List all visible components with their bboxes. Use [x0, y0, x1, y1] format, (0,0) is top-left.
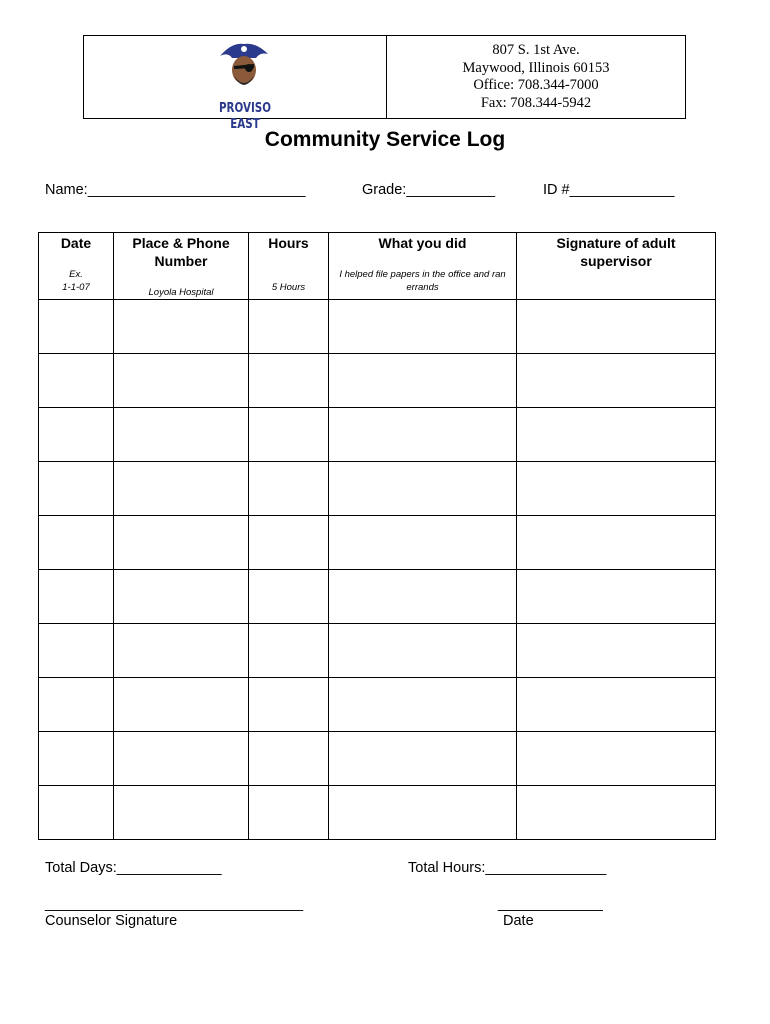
date-line[interactable]: _____________ — [498, 896, 603, 912]
col-place — [114, 233, 249, 300]
cell-date[interactable] — [39, 462, 114, 516]
col-date — [39, 233, 114, 300]
cell-signature[interactable] — [517, 462, 716, 516]
cell-place[interactable] — [114, 354, 249, 408]
total-days-field[interactable]: Total Days:_____________ — [45, 860, 222, 876]
table-row — [39, 354, 716, 408]
cell-place[interactable] — [114, 624, 249, 678]
table-row — [39, 786, 716, 840]
table-row — [39, 408, 716, 462]
table-header-row — [39, 233, 716, 300]
table-row — [39, 678, 716, 732]
table-body — [39, 300, 716, 840]
cell-what[interactable] — [329, 570, 517, 624]
cell-date[interactable] — [39, 732, 114, 786]
id-field[interactable]: ID #_____________ — [543, 182, 675, 198]
cell-place[interactable] — [114, 462, 249, 516]
header-box — [83, 35, 686, 132]
cell-what[interactable] — [329, 408, 517, 462]
cell-place[interactable] — [114, 408, 249, 462]
cell-place[interactable] — [114, 678, 249, 732]
cell-hours[interactable] — [249, 516, 329, 570]
cell-hours[interactable] — [249, 786, 329, 840]
cell-date[interactable] — [39, 570, 114, 624]
cell-signature[interactable] — [517, 354, 716, 408]
logo-text: PROVISO EAST — [218, 100, 272, 132]
cell-signature[interactable] — [517, 678, 716, 732]
address-fax: Fax: 708.344-5942 — [480, 94, 592, 111]
table-row — [39, 732, 716, 786]
cell-hours[interactable] — [249, 570, 329, 624]
table-row — [39, 624, 716, 678]
cell-hours[interactable] — [249, 624, 329, 678]
cell-signature[interactable] — [517, 408, 716, 462]
col-hours-label: Hours — [268, 235, 309, 251]
address-office-phone: Office: 708.344-7000 — [473, 77, 599, 93]
cell-what[interactable] — [329, 678, 517, 732]
cell-hours[interactable] — [249, 462, 329, 516]
example-hours: 5 Hours — [271, 282, 306, 293]
cell-hours[interactable] — [249, 408, 329, 462]
address-city: Maywood, Illinois 60153 — [462, 59, 610, 76]
cell-date[interactable] — [39, 786, 114, 840]
cell-what[interactable] — [329, 516, 517, 570]
cell-date[interactable] — [39, 678, 114, 732]
cell-hours[interactable] — [249, 354, 329, 408]
cell-place[interactable] — [114, 732, 249, 786]
cell-place[interactable] — [114, 570, 249, 624]
counselor-signature-label: Counselor Signature — [45, 913, 178, 929]
cell-hours[interactable] — [249, 732, 329, 786]
grade-field[interactable]: Grade:___________ — [362, 182, 496, 198]
logo-cell — [84, 36, 387, 132]
cell-place[interactable] — [114, 300, 249, 354]
cell-date[interactable] — [39, 408, 114, 462]
col-what — [329, 233, 517, 300]
example-what: I helped file papers in the office and ran errands — [339, 269, 506, 293]
cell-place[interactable] — [114, 516, 249, 570]
cell-date[interactable] — [39, 300, 114, 354]
cell-hours[interactable] — [249, 300, 329, 354]
cell-date[interactable] — [39, 516, 114, 570]
col-place-label: Place & Phone Number — [132, 235, 230, 269]
cell-what[interactable] — [329, 300, 517, 354]
cell-what[interactable] — [329, 624, 517, 678]
page-title: Community Service Log — [264, 128, 506, 151]
table-row — [39, 516, 716, 570]
date-label: Date — [503, 913, 534, 929]
col-what-label: What you did — [378, 235, 467, 251]
col-date-label: Date — [60, 235, 92, 251]
total-hours-field[interactable]: Total Hours:_______________ — [408, 860, 607, 876]
table-row — [39, 300, 716, 354]
cell-signature[interactable] — [517, 732, 716, 786]
col-signature-label: Signature of adult supervisor — [556, 235, 676, 269]
col-hours — [249, 233, 329, 300]
cell-place[interactable] — [114, 786, 249, 840]
example-date: Ex. 1-1-07 — [62, 269, 90, 293]
cell-signature[interactable] — [517, 786, 716, 840]
address-street: 807 S. 1st Ave. — [492, 42, 580, 58]
cell-signature[interactable] — [517, 300, 716, 354]
cell-date[interactable] — [39, 354, 114, 408]
counselor-signature-line[interactable]: ________________________________ — [45, 896, 304, 912]
table-row — [39, 570, 716, 624]
table-row — [39, 462, 716, 516]
cell-signature[interactable] — [517, 624, 716, 678]
name-field[interactable]: Name:___________________________ — [45, 182, 306, 198]
pirate-logo-icon — [216, 38, 272, 94]
cell-what[interactable] — [329, 354, 517, 408]
cell-what[interactable] — [329, 732, 517, 786]
cell-what[interactable] — [329, 462, 517, 516]
cell-what[interactable] — [329, 786, 517, 840]
col-signature — [517, 233, 716, 300]
cell-signature[interactable] — [517, 516, 716, 570]
cell-date[interactable] — [39, 624, 114, 678]
service-log-table — [38, 232, 716, 840]
cell-signature[interactable] — [517, 570, 716, 624]
address-block — [387, 36, 685, 118]
cell-hours[interactable] — [249, 678, 329, 732]
example-place: Loyola Hospital — [148, 287, 214, 298]
